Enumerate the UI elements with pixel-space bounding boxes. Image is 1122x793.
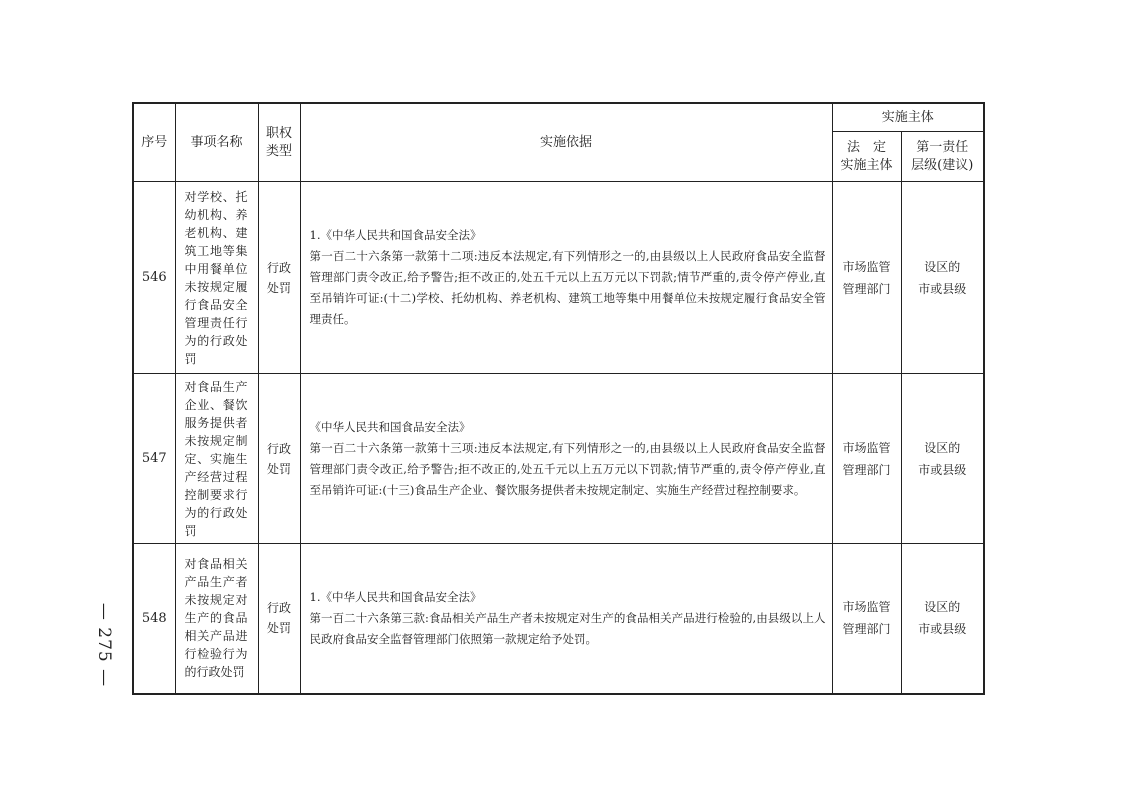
table-row [133, 182, 984, 374]
row-power-type-line1: 行政 [266, 260, 291, 275]
row-first-level-line1: 设区的 [924, 600, 961, 615]
row-basis-title: 1.《中华人民共和国食品安全法》 [309, 589, 482, 604]
row-basis [300, 182, 832, 374]
row-power-type-line1: 行政 [266, 601, 291, 616]
header-seq: 序号 [133, 103, 175, 182]
header-first-level-line1: 第一责任 [916, 139, 969, 155]
page-number [92, 590, 116, 700]
row-first-level-line1: 设区的 [924, 259, 961, 274]
row-power-type-line1: 行政 [266, 441, 291, 456]
row-first-level-line2: 市或县级 [918, 281, 967, 296]
row-power-type [258, 374, 300, 544]
row-legal-subject-line1: 市场监管 [842, 600, 891, 615]
row-basis-text: 第一百二十六条第一款第十二项:违反本法规定,有下列情形之一的,由县级以上人民政府食品安全监督管理部门责令改正,给予警告;拒不改正的,处五千元以上五万元以下罚款;情节严重的,责令停产停业,直至吊销许可证:(十二)学校、托幼机构、养老机构、建筑工地等集中用餐单位未按规定履行食品安全管理责任。 [309, 249, 826, 326]
row-power-type-line2: 处罚 [266, 461, 291, 476]
page-number-text: — 275 — [94, 602, 115, 688]
row-legal-subject [832, 544, 901, 694]
row-basis-text: 第一百二十六条第一款第十三项:违反本法规定,有下列情形之一的,由县级以上人民政府食品安全监督管理部门责令改正,给予警告;拒不改正的,处五千元以上五万元以下罚款;情节严重的,责令停产停业,直至吊销许可证:(十三)食品生产企业、餐饮服务提供者未按规定制定、实施生产经营过程控制要求。 [309, 440, 826, 497]
row-legal-subject [832, 374, 901, 544]
enforcement-items-table [132, 102, 985, 695]
header-legal-subject [832, 132, 901, 182]
row-first-level-line2: 市或县级 [918, 462, 967, 477]
row-seq: 546 [133, 182, 175, 374]
header-legal-subject-line1: 法 定 [846, 139, 886, 155]
table-row [133, 544, 984, 694]
header-basis: 实施依据 [300, 103, 832, 182]
header-legal-subject-line2: 实施主体 [840, 157, 893, 173]
row-power-type [258, 544, 300, 694]
row-power-type-line2: 处罚 [266, 621, 291, 636]
row-first-level [901, 182, 984, 374]
row-first-level-line2: 市或县级 [918, 622, 967, 637]
row-seq: 548 [133, 544, 175, 694]
table-row [133, 374, 984, 544]
row-legal-subject-line2: 管理部门 [842, 462, 891, 477]
row-item-name: 对食品相关产品生产者未按规定对生产的食品相关产品进行检验行为的行政处罚 [175, 544, 258, 694]
row-legal-subject-line1: 市场监管 [842, 259, 891, 274]
row-seq: 547 [133, 374, 175, 544]
row-basis-title: 《中华人民共和国食品安全法》 [309, 419, 471, 434]
row-first-level [901, 374, 984, 544]
row-basis [300, 374, 832, 544]
row-basis [300, 544, 832, 694]
header-power-type-line1: 职权 [265, 125, 292, 141]
row-legal-subject-line1: 市场监管 [842, 440, 891, 455]
header-power-type [258, 103, 300, 182]
header-first-level [901, 132, 984, 182]
row-basis-title: 1.《中华人民共和国食品安全法》 [309, 228, 482, 242]
row-item-name: 对食品生产企业、餐饮服务提供者未按规定制定、实施生产经营过程控制要求行为的行政处罚 [175, 374, 258, 544]
header-first-level-line2: 层级(建议) [911, 157, 974, 173]
header-item-name: 事项名称 [175, 103, 258, 182]
header-power-type-line2: 类型 [265, 143, 292, 159]
row-legal-subject-line2: 管理部门 [842, 622, 891, 637]
row-legal-subject-line2: 管理部门 [842, 281, 891, 296]
row-basis-text: 第一百二十六条第三款:食品相关产品生产者未按规定对生产的食品相关产品进行检验的,由县级以上人民政府食品安全监督管理部门依照第一款规定给予处罚。 [309, 610, 826, 646]
row-first-level-line1: 设区的 [924, 440, 961, 455]
row-power-type [258, 182, 300, 374]
row-legal-subject [832, 182, 901, 374]
row-item-name: 对学校、托幼机构、养老机构、建筑工地等集中用餐单位未按规定履行食品安全管理责任行为的行政处罚 [175, 182, 258, 374]
row-first-level [901, 544, 984, 694]
row-power-type-line2: 处罚 [266, 280, 291, 295]
header-subject: 实施主体 [832, 103, 984, 132]
